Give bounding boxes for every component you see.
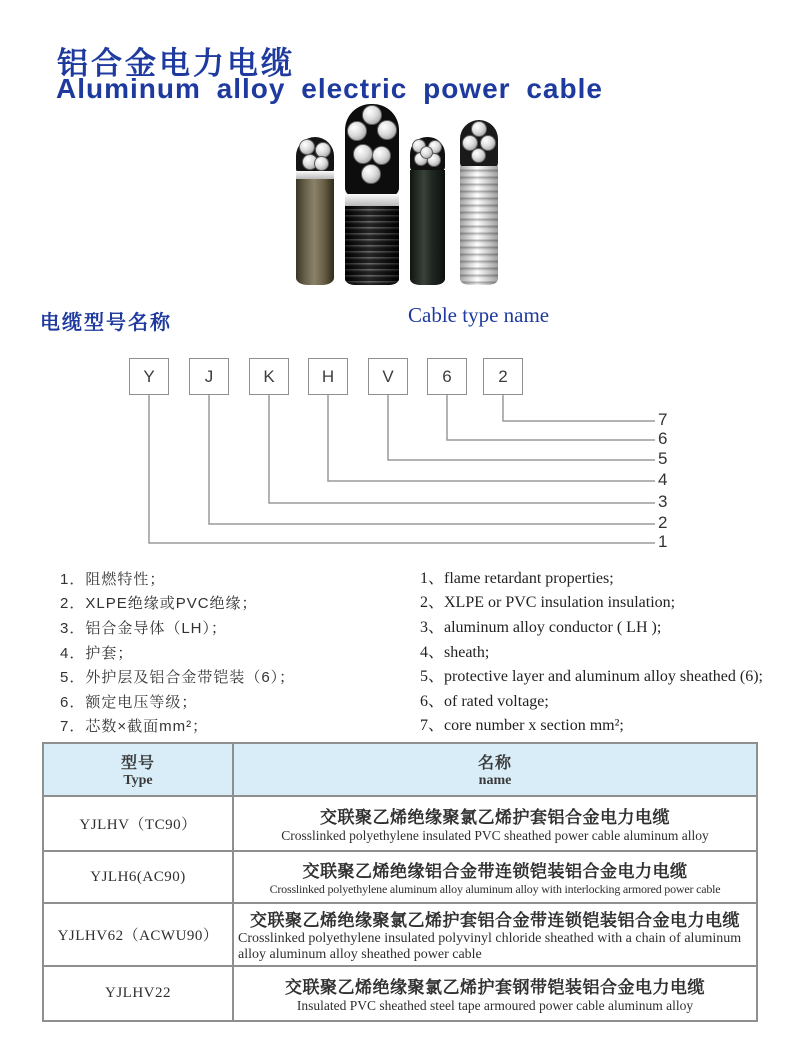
table-row bbox=[43, 851, 757, 903]
header-type-en: Type bbox=[123, 773, 153, 788]
legend-list-english bbox=[420, 564, 763, 736]
code-box-5: V bbox=[368, 358, 408, 395]
cable-photo-group bbox=[0, 0, 800, 300]
legend-item-cn-1: 1．阻燃特性； bbox=[60, 570, 166, 588]
interlocked-armor-body bbox=[460, 166, 498, 285]
conductor-cluster bbox=[410, 137, 445, 171]
code-box-6: 6 bbox=[427, 358, 467, 395]
cell-name-en: Crosslinked polyethylene aluminum alloy aluminum alloy with interlocking armored power cable bbox=[269, 882, 721, 896]
cable-photo-interlocked-armor bbox=[460, 120, 498, 285]
code-box-2: J bbox=[189, 358, 229, 395]
conductor-cluster bbox=[345, 104, 399, 196]
cell-name-cn: 交联聚乙烯绝缘铝合金带连锁铠装铝合金电力电缆 bbox=[302, 862, 688, 881]
legend-item-en-3: 3、aluminum alloy conductor ( LH ); bbox=[420, 618, 662, 636]
inner-sheath-band bbox=[296, 171, 334, 179]
legend-item-cn-5: 5．外护层及铝合金带铠装（6）； bbox=[60, 669, 296, 687]
cell-name bbox=[233, 903, 757, 966]
cable-type-table bbox=[42, 742, 758, 1022]
header-name-en: name bbox=[478, 773, 512, 788]
cell-name-en: Crosslinked polyethylene insulated polyvinyl chloride sheathed with a chain of aluminum alloy aluminum alloy sheathed power cable bbox=[238, 931, 742, 962]
corrugated-armor-body bbox=[345, 206, 399, 285]
inner-sheath-band bbox=[345, 194, 399, 206]
code-box-1: Y bbox=[129, 358, 169, 395]
page-title-chinese: 铝合金电力电缆 bbox=[57, 46, 295, 81]
cell-type: YJLHV62（ACWU90） bbox=[43, 903, 233, 966]
code-box-4: H bbox=[308, 358, 348, 395]
callout-number-4: 4 bbox=[658, 470, 668, 489]
legend-item-en-1: 1、flame retardant properties; bbox=[420, 569, 614, 587]
legend-item-en-5: 5、protective layer and aluminum alloy sheathed (6); bbox=[420, 668, 764, 686]
cable-photo-corrugated-armor bbox=[345, 104, 399, 285]
cell-name bbox=[233, 796, 757, 851]
cell-type: YJLH6(AC90) bbox=[43, 851, 233, 903]
callout-number-5: 5 bbox=[658, 449, 668, 468]
table-row bbox=[43, 796, 757, 851]
cell-name-cn: 交联聚乙烯绝缘聚氯乙烯护套钢带铠装铝合金电力电缆 bbox=[285, 978, 705, 997]
callout-number-7: 7 bbox=[658, 410, 668, 429]
legend-item-cn-6: 6．额定电压等级； bbox=[60, 693, 198, 711]
cell-type: YJLHV22 bbox=[43, 966, 233, 1021]
olive-outer-sheath bbox=[296, 179, 334, 285]
legend-item-en-4: 4、sheath; bbox=[420, 643, 490, 661]
cell-name bbox=[233, 851, 757, 903]
table-header-row bbox=[43, 743, 757, 796]
conductor-cluster bbox=[296, 137, 334, 173]
cell-name-en: Crosslinked polyethylene insulated PVC sheathed power cable aluminum alloy bbox=[281, 828, 709, 843]
legend-item-cn-2: 2．XLPE绝缘或PVC绝缘； bbox=[60, 595, 258, 613]
type-code-diagram bbox=[0, 355, 800, 565]
legend-item-en-2: 2、XLPE or PVC insulation insulation; bbox=[420, 594, 676, 612]
callout-number-3: 3 bbox=[658, 492, 668, 511]
cell-name-cn: 交联聚乙烯绝缘聚氯乙烯护套铝合金带连锁铠装铝合金电力电缆 bbox=[250, 911, 740, 930]
cable-photo-pvc-sheathed bbox=[296, 137, 334, 285]
section-title-english: Cable type name bbox=[408, 303, 550, 327]
section-title-chinese: 电缆型号名称 bbox=[40, 312, 172, 334]
table-row bbox=[43, 903, 757, 966]
cable-photo-smooth-sheath bbox=[410, 137, 445, 285]
callout-number-1: 1 bbox=[658, 532, 668, 551]
cell-name-cn: 交联聚乙烯绝缘聚氯乙烯护套铝合金电力电缆 bbox=[320, 808, 670, 827]
cell-name bbox=[233, 966, 757, 1021]
legend-list-chinese bbox=[60, 566, 295, 738]
conductor-cluster bbox=[460, 120, 498, 168]
column-header-name bbox=[233, 743, 757, 796]
table-row bbox=[43, 966, 757, 1021]
code-box-7: 2 bbox=[483, 358, 523, 395]
header-type-cn: 型号 bbox=[120, 755, 155, 772]
callout-number-2: 2 bbox=[658, 513, 668, 532]
legend-item-en-7: 7、core number x section mm²; bbox=[420, 717, 624, 735]
cell-name-en: Insulated PVC sheathed steel tape armoured power cable aluminum alloy bbox=[296, 998, 694, 1013]
legend-item-en-6: 6、of rated voltage; bbox=[420, 692, 549, 710]
legend-item-cn-3: 3．铝合金导体（LH）； bbox=[60, 619, 228, 637]
legend-item-cn-7: 7．芯数×截面mm²； bbox=[60, 718, 209, 736]
cell-type: YJLHV（TC90） bbox=[43, 796, 233, 851]
code-box-3: K bbox=[249, 358, 289, 395]
callout-number-6: 6 bbox=[658, 429, 668, 448]
black-outer-sheath bbox=[410, 170, 445, 285]
legend-item-cn-4: 4．护套； bbox=[60, 644, 134, 662]
page-title-english: Aluminum alloy electric power cable bbox=[56, 73, 603, 104]
column-header-type bbox=[43, 743, 233, 796]
header-name-cn: 名称 bbox=[477, 755, 512, 772]
